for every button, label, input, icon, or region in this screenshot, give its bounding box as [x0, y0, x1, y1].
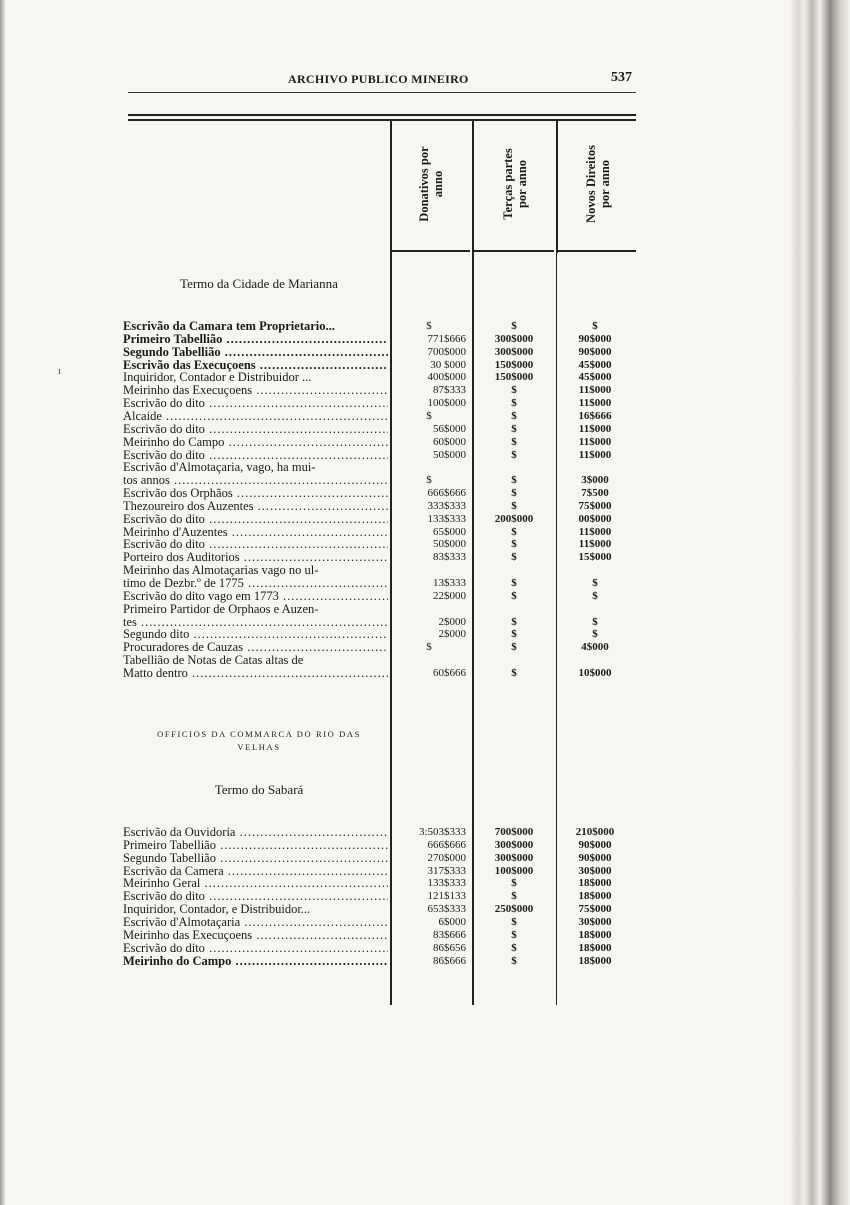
tercas-partes-value: $ — [511, 435, 517, 448]
novos-direitos-value: 11$000 — [578, 422, 612, 435]
tercas-partes-value: 200$000 — [494, 512, 534, 525]
table-row — [0, 346, 850, 359]
novos-direitos-value: 90$000 — [578, 345, 612, 358]
row-label: Meirinho das Almotaçarias vago no ul- — [123, 564, 319, 578]
novos-direitos-value: 18$000 — [578, 941, 612, 954]
donativos-value: 666$666 — [427, 838, 466, 851]
row-label: Escrivão do dito ..... — [123, 942, 388, 955]
novos-direitos-value: 90$000 — [578, 332, 612, 345]
novos-direitos-value: 11$000 — [578, 525, 612, 538]
donativos-value: 65$000 — [433, 525, 466, 538]
tercas-partes-value: $ — [511, 487, 517, 500]
row-label: Meirinho das Execuçoens ..... — [123, 929, 388, 942]
donativos-value: 666$666 — [427, 487, 466, 500]
table-row — [0, 839, 850, 852]
novos-direitos-value: 16$666 — [578, 409, 612, 422]
row-label: Primeiro Tabellião ..... — [123, 333, 388, 346]
novos-direitos-value: 210$000 — [575, 826, 615, 838]
table-row — [0, 384, 850, 397]
novos-direitos-value: 75$000 — [578, 499, 612, 512]
row-label: tes ..... — [123, 616, 388, 629]
donativos-value: 86$666 — [433, 954, 466, 967]
table-row — [0, 359, 850, 372]
table-row — [0, 865, 850, 878]
table-row — [0, 564, 850, 577]
table-row — [0, 410, 850, 423]
tercas-partes-value: 300$000 — [494, 345, 534, 358]
novos-direitos-value: 45$000 — [578, 358, 612, 371]
table-row — [0, 320, 850, 333]
column-divider-2 — [472, 121, 474, 253]
donativos-value: 87$333 — [433, 384, 466, 397]
column-header-line: Novos Direitos — [584, 145, 598, 223]
tercas-partes-value: $ — [511, 538, 517, 551]
row-label: Escrivão d'Almotaçaria, vago, ha mui- — [123, 461, 316, 475]
section-heading-sabara: Termo do Sabará — [214, 782, 304, 797]
row-label: Meirinho das Execuçoens ..... — [123, 384, 388, 397]
donativos-value: 50$000 — [433, 538, 466, 551]
row-label: Escrivão do dito ..... — [123, 890, 388, 903]
row-label: Escrivão do dito ..... — [123, 538, 388, 551]
table-row — [0, 538, 850, 551]
column-header-line: Donativos por — [417, 146, 431, 222]
column-header-underline-1 — [392, 250, 470, 252]
donativos-value: 22$000 — [433, 589, 466, 602]
tercas-partes-value: 100$000 — [494, 864, 534, 877]
novos-direitos-value: 00$000 — [578, 512, 612, 525]
donativos-value: $ — [426, 320, 432, 332]
donativos-value: $ — [426, 641, 432, 654]
novos-direitos-value: 18$000 — [578, 890, 612, 903]
donativos-value: 86$656 — [433, 941, 466, 954]
running-header-title: ARCHIVO PUBLICO MINEIRO — [288, 72, 469, 86]
donativos-value: 30 $000 — [430, 358, 466, 371]
novos-direitos-value: $ — [592, 320, 598, 332]
table-row — [0, 487, 850, 500]
subheading-commarca — [128, 728, 390, 754]
novos-direitos-value: 30$000 — [578, 864, 612, 877]
tercas-partes-value: $ — [511, 941, 517, 954]
novos-direitos-value: 18$000 — [578, 928, 612, 941]
novos-direitos-value: 11$000 — [578, 435, 612, 448]
novos-direitos-value: 7$500 — [581, 487, 609, 500]
table-row — [0, 474, 850, 487]
row-label: Matto dentro ..... — [123, 667, 388, 680]
novos-direitos-value: 4$000 — [581, 641, 609, 654]
column-header-line: por anno — [598, 159, 612, 209]
donativos-value: 653$333 — [427, 903, 466, 916]
table-row — [0, 641, 850, 654]
row-label: Meirinho d'Auzentes ..... — [123, 526, 388, 539]
novos-direitos-value: 11$000 — [578, 397, 612, 410]
margin-mark: ı — [58, 366, 61, 377]
table-row — [0, 436, 850, 449]
row-label: Tabellião de Notas de Catas altas de — [123, 654, 304, 668]
column-header-underline-3 — [558, 250, 636, 252]
subheading-line: VELHAS — [237, 742, 281, 752]
tercas-partes-value: $ — [511, 320, 517, 332]
table-row — [0, 628, 850, 641]
row-label: Escrivão d'Almotaçaria ..... — [123, 916, 388, 929]
row-label: Escrivão do dito ..... — [123, 423, 388, 436]
row-label: Escrivão dos Orphãos ..... — [123, 487, 388, 500]
tercas-partes-value: $ — [511, 954, 517, 967]
row-label: Meirinho do Campo ..... — [123, 955, 388, 968]
column-header-line: por anno — [515, 159, 529, 209]
novos-direitos-value: 30$000 — [578, 915, 612, 928]
tercas-partes-value: $ — [511, 474, 517, 487]
row-label: Escrivão das Execuçoens ..... — [123, 359, 388, 372]
table-row — [0, 461, 850, 474]
page-number: 537 — [611, 70, 632, 85]
table-row — [0, 852, 850, 865]
tercas-partes-value: $ — [511, 448, 517, 461]
row-label: Inquiridor, Contador e Distribuidor ... — [123, 371, 312, 385]
donativos-value: 700$000 — [427, 345, 466, 358]
table-row — [0, 333, 850, 346]
table-row — [0, 616, 850, 629]
tercas-partes-value: $ — [511, 397, 517, 410]
row-label: Escrivão do dito ..... — [123, 449, 388, 462]
tercas-partes-value: $ — [511, 877, 517, 890]
tercas-partes-value: $ — [511, 384, 517, 397]
section-heading-marianna: Termo da Cidade de Marianna — [180, 276, 338, 291]
tercas-partes-value: 300$000 — [494, 332, 534, 345]
donativos-value: 133$333 — [427, 877, 466, 890]
novos-direitos-value: 90$000 — [578, 838, 612, 851]
tercas-partes-value: 150$000 — [494, 371, 534, 384]
tercas-partes-value: 150$000 — [494, 358, 534, 371]
novos-direitos-value: 18$000 — [578, 877, 612, 890]
donativos-value: 60$666 — [433, 666, 466, 679]
row-label: timo de Dezbr.º de 1775 ..... — [123, 577, 388, 590]
donativos-value: 270$000 — [427, 851, 466, 864]
table-top-rule-double — [128, 119, 636, 121]
novos-direitos-value: $ — [592, 628, 598, 641]
row-label: Escrivão do dito ..... — [123, 513, 388, 526]
table-top-rule — [128, 114, 636, 116]
tercas-partes-value: $ — [511, 589, 517, 602]
novos-direitos-value: 10$000 — [578, 666, 612, 679]
column-header-line: Terças partes — [501, 148, 515, 220]
row-label: Alcaide ..... — [123, 410, 388, 423]
donativos-value: 2$000 — [438, 628, 466, 641]
tercas-partes-value: 300$000 — [494, 838, 534, 851]
table-row — [0, 603, 850, 616]
row-label: Porteiro dos Auditorios ..... — [123, 551, 388, 564]
header-rule — [128, 92, 636, 93]
table-row — [0, 577, 850, 590]
tercas-partes-value: $ — [511, 928, 517, 941]
tercas-partes-value: $ — [511, 641, 517, 654]
donativos-value: 2$000 — [438, 615, 466, 628]
donativos-value: 121$133 — [427, 890, 466, 903]
tercas-partes-value: 300$000 — [494, 851, 534, 864]
subheading-line: OFFICIOS DA COMMARCA DO RIO DAS — [157, 729, 361, 739]
column-header-tercas-partes — [499, 124, 531, 244]
tercas-partes-value: $ — [511, 666, 517, 679]
column-divider-3 — [556, 121, 558, 253]
donativos-value: 56$000 — [433, 422, 466, 435]
row-label: Segundo Tabellião ..... — [123, 346, 388, 359]
novos-direitos-value: 11$000 — [578, 538, 612, 551]
table-row — [0, 526, 850, 539]
table-row — [0, 667, 850, 680]
donativos-value: 6$000 — [438, 915, 466, 928]
tercas-partes-value: $ — [511, 628, 517, 641]
row-label: Segundo Tabellião ..... — [123, 852, 388, 865]
donativos-value: $ — [426, 409, 432, 422]
row-label: Escrivão do dito ..... — [123, 397, 388, 410]
table-row — [0, 955, 850, 968]
novos-direitos-value: 15$000 — [578, 551, 612, 564]
row-label: Inquiridor, Contador, e Distribuidor... — [123, 903, 311, 917]
novos-direitos-value: 90$000 — [578, 851, 612, 864]
row-label: Thezoureiro dos Auzentes ..... — [123, 500, 388, 513]
novos-direitos-value: 11$000 — [578, 384, 612, 397]
novos-direitos-value: 75$000 — [578, 903, 612, 916]
novos-direitos-value: 3$000 — [581, 474, 609, 487]
row-label: Segundo dito ..... — [123, 628, 388, 641]
donativos-value: 400$000 — [427, 371, 466, 384]
column-header-donativos — [415, 124, 447, 244]
donativos-value: 317$333 — [427, 864, 466, 877]
row-label: Meirinho Geral ..... — [123, 877, 388, 890]
donativos-value: 60$000 — [433, 435, 466, 448]
donativos-value: 133$333 — [427, 512, 466, 525]
donativos-value: 83$333 — [433, 551, 466, 564]
table-row — [0, 826, 850, 839]
row-label: Escrivão da Ouvidoria ..... — [123, 826, 388, 839]
tercas-partes-value: $ — [511, 422, 517, 435]
donativos-value: 771$666 — [427, 332, 466, 345]
table-row — [0, 877, 850, 890]
row-label: Escrivão do dito vago em 1773 ..... — [123, 590, 388, 603]
tercas-partes-value: 700$000 — [494, 826, 534, 838]
donativos-value: 100$000 — [427, 397, 466, 410]
table-row — [0, 423, 850, 436]
table-row — [0, 929, 850, 942]
table-row — [0, 397, 850, 410]
tercas-partes-value: $ — [511, 890, 517, 903]
novos-direitos-value: 18$000 — [578, 954, 612, 967]
table-row — [0, 590, 850, 603]
donativos-value: $ — [426, 474, 432, 487]
row-label: Primeiro Tabellião ..... — [123, 839, 388, 852]
tercas-partes-value: 250$000 — [494, 903, 534, 916]
donativos-value: 83$666 — [433, 928, 466, 941]
column-header-line: anno — [431, 170, 445, 198]
donativos-value: 50$000 — [433, 448, 466, 461]
table-row — [0, 513, 850, 526]
tercas-partes-value: $ — [511, 551, 517, 564]
row-label: Procuradores de Cauzas ..... — [123, 641, 388, 654]
tercas-partes-value: $ — [511, 915, 517, 928]
novos-direitos-value: $ — [592, 615, 598, 628]
tercas-partes-value: $ — [511, 499, 517, 512]
tercas-partes-value: $ — [511, 615, 517, 628]
column-header-novos-direitos — [582, 124, 614, 244]
table-row — [0, 916, 850, 929]
row-label: Escrivão da Camera ..... — [123, 865, 388, 878]
row-label: Primeiro Partidor de Orphaos e Auzen- — [123, 602, 319, 616]
tercas-partes-value: $ — [511, 525, 517, 538]
table-row — [0, 371, 850, 384]
tercas-partes-value: $ — [511, 409, 517, 422]
novos-direitos-value: $ — [592, 577, 598, 589]
column-header-underline-2 — [474, 250, 554, 252]
donativos-value: 13$333 — [433, 577, 466, 589]
novos-direitos-value: 11$000 — [578, 448, 612, 461]
table-row — [0, 942, 850, 955]
row-label: tos annos ..... — [123, 474, 388, 487]
table-row — [0, 551, 850, 564]
donativos-value: 333$333 — [427, 499, 466, 512]
table-row — [0, 500, 850, 513]
row-label: Meirinho do Campo ..... — [123, 436, 388, 449]
novos-direitos-value: $ — [592, 589, 598, 602]
tercas-partes-value: $ — [511, 577, 517, 589]
table-row — [0, 903, 850, 916]
table-row — [0, 654, 850, 667]
table-row — [0, 449, 850, 462]
table-row — [0, 890, 850, 903]
row-label: Escrivão da Camara tem Proprietario... — [123, 320, 335, 333]
donativos-value: 3:503$333 — [418, 826, 466, 838]
novos-direitos-value: 45$000 — [578, 371, 612, 384]
